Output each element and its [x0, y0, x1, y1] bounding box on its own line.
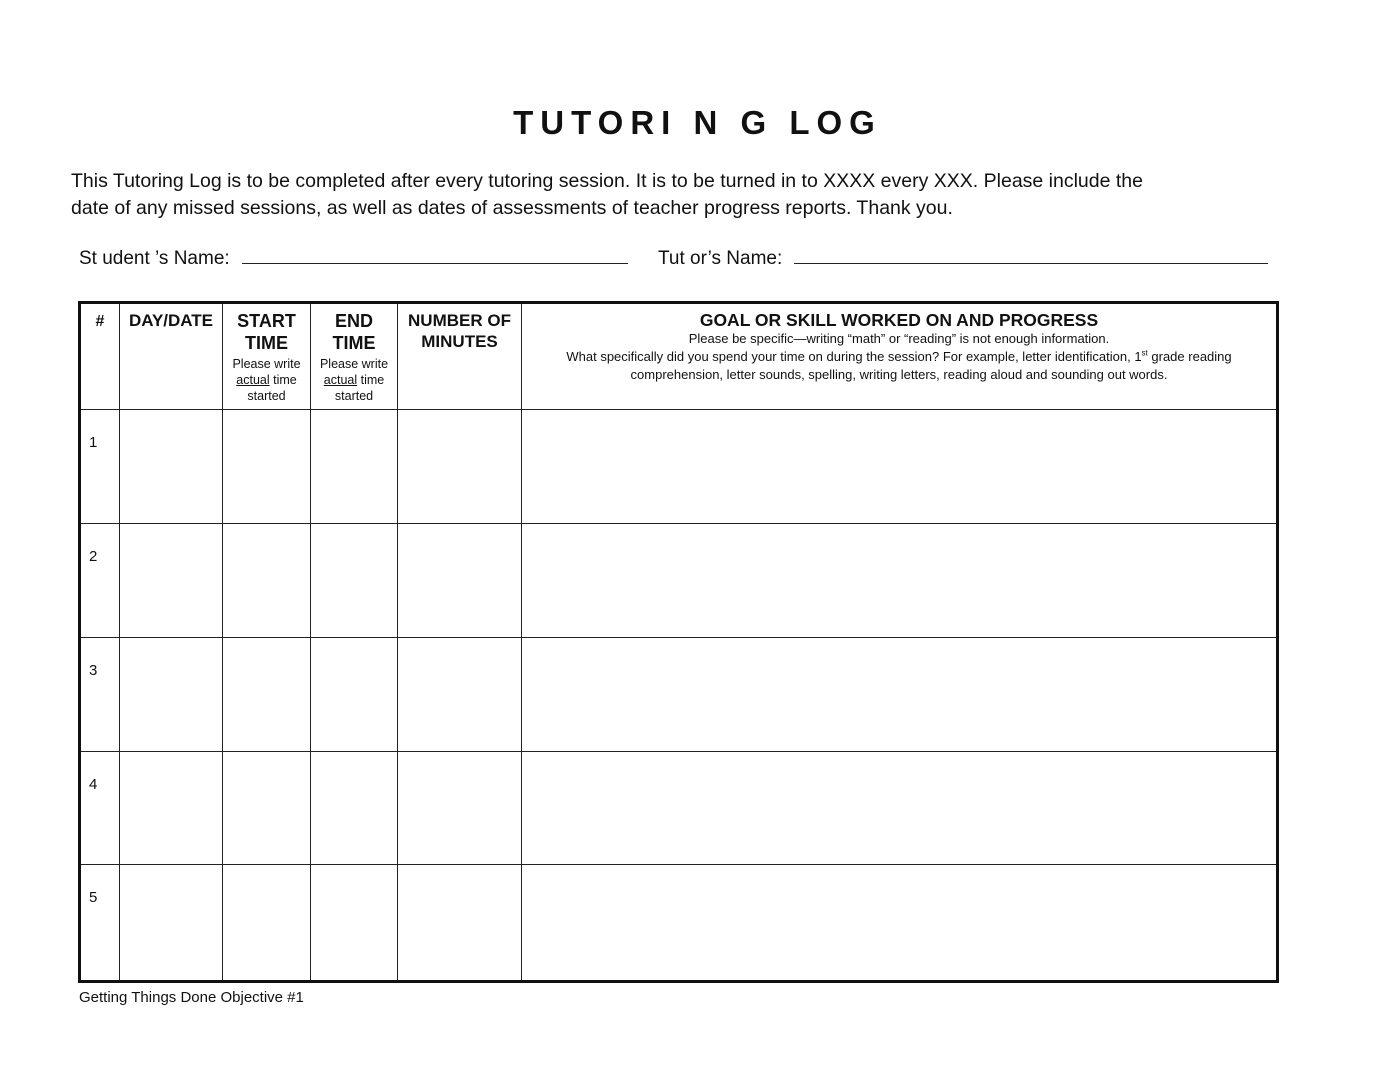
goal-progress-cell[interactable]	[522, 865, 1278, 982]
row-number: 3	[80, 637, 120, 751]
goal-progress-cell[interactable]	[522, 751, 1278, 865]
end-time-cell[interactable]	[311, 523, 398, 637]
header-end-time: END TIME Please write actual time started	[311, 303, 398, 410]
tutor-name-field	[658, 245, 1268, 270]
end-time-cell[interactable]	[311, 865, 398, 982]
day-date-cell[interactable]	[120, 637, 223, 751]
goal-progress-cell[interactable]	[522, 410, 1278, 524]
start-time-cell[interactable]	[223, 865, 311, 982]
minutes-cell[interactable]	[398, 410, 522, 524]
row-number: 1	[80, 410, 120, 524]
table-row	[80, 637, 1278, 751]
end-time-cell[interactable]	[311, 637, 398, 751]
footer-note: Getting Things Done Objective #1	[79, 989, 304, 1006]
page-title: TUTORI N G LOG	[513, 104, 882, 141]
student-name-field	[79, 245, 628, 270]
day-date-cell[interactable]	[120, 410, 223, 524]
header-number: #	[80, 303, 120, 410]
table-row	[80, 751, 1278, 865]
header-start-time: START TIME Please write actual time started	[223, 303, 311, 410]
start-time-cell[interactable]	[223, 637, 311, 751]
tutor-name-blank[interactable]	[794, 245, 1268, 264]
header-day-date: DAY/DATE	[120, 303, 223, 410]
instructions-line-1: This Tutoring Log is to be completed after every tutoring session. It is to be turned in to XXXX every XXX. Please include the	[71, 170, 1143, 192]
minutes-cell[interactable]	[398, 523, 522, 637]
minutes-cell[interactable]	[398, 865, 522, 982]
row-number: 4	[80, 751, 120, 865]
end-time-cell[interactable]	[311, 751, 398, 865]
instructions-paragraph	[71, 168, 1271, 222]
student-name-blank[interactable]	[242, 245, 628, 264]
tutor-name-label: Tut or’s Name:	[658, 248, 783, 269]
goal-progress-cell[interactable]	[522, 523, 1278, 637]
table-row	[80, 410, 1278, 524]
start-time-cell[interactable]	[223, 523, 311, 637]
minutes-cell[interactable]	[398, 637, 522, 751]
start-time-cell[interactable]	[223, 410, 311, 524]
tutoring-log-table	[78, 301, 1279, 983]
minutes-cell[interactable]	[398, 751, 522, 865]
instructions-line-2: date of any missed sessions, as well as dates of assessments of teacher progress reports. Thank you.	[71, 197, 953, 219]
row-number: 2	[80, 523, 120, 637]
goal-progress-cell[interactable]	[522, 637, 1278, 751]
day-date-cell[interactable]	[120, 751, 223, 865]
student-name-label: St udent ’s Name:	[79, 248, 230, 269]
table-row	[80, 865, 1278, 982]
end-time-cell[interactable]	[311, 410, 398, 524]
day-date-cell[interactable]	[120, 865, 223, 982]
table-row	[80, 523, 1278, 637]
day-date-cell[interactable]	[120, 523, 223, 637]
start-time-cell[interactable]	[223, 751, 311, 865]
header-minutes: NUMBER OF MINUTES	[398, 303, 522, 410]
header-goal-progress: GOAL OR SKILL WORKED ON AND PROGRESS Please be specific—writing “math” or “reading” is not enough information. What specifically did you spend your time on during the session? For example, letter identification, 1st grade reading comprehension, letter sounds, spelling, writing letters, reading aloud and sounding out words.	[522, 303, 1278, 410]
table-header-row	[80, 303, 1278, 410]
row-number: 5	[80, 865, 120, 982]
